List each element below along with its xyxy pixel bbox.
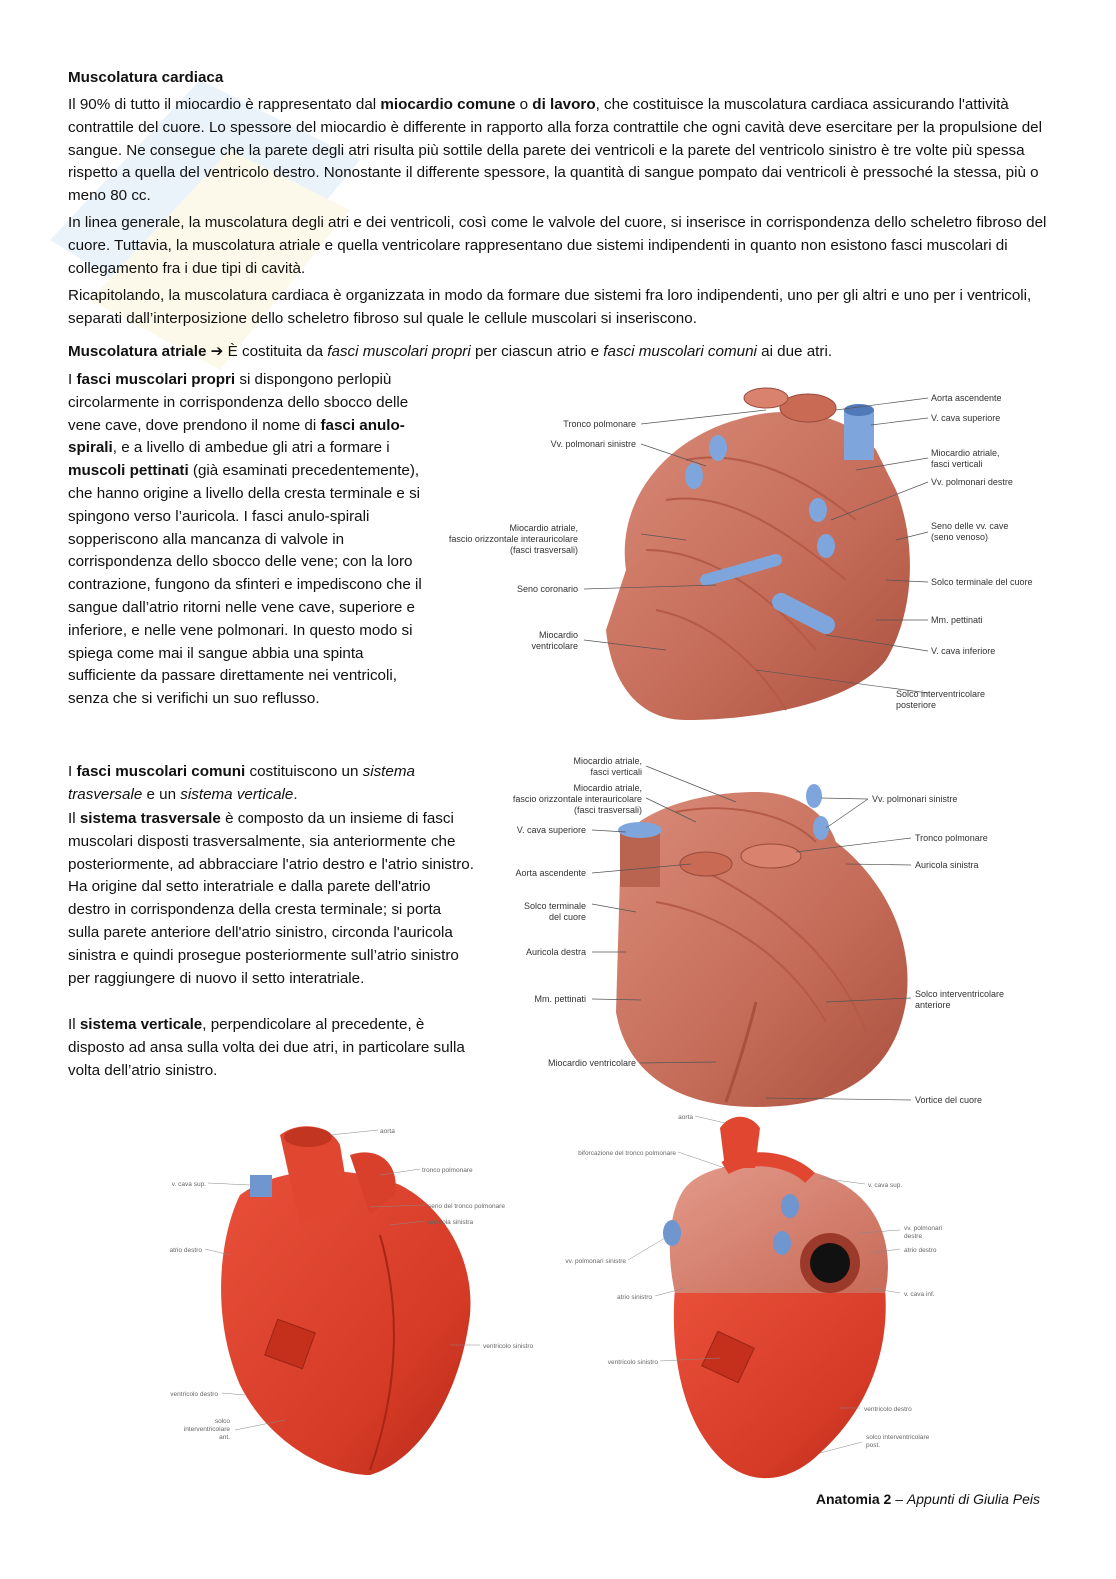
label-posteriore: posteriore — [896, 700, 937, 710]
label-seno-coronario: Seno coronario — [516, 584, 578, 594]
paragraph-comuni: I fasci muscolari comuni costituiscono un sistema trasversale e un sistema verticale. — [68, 763, 415, 803]
label-seno-venoso: (seno venoso) — [931, 532, 989, 542]
label-solco-terminale-b: Solco terminale — [523, 901, 586, 911]
label-tronco-polmonare-c: tronco polmonare — [422, 1167, 473, 1174]
label-miocardio-atriale: Miocardio atriale, — [509, 523, 578, 533]
label-ventricolo-sinistro-d: ventricolo sinistro — [607, 1359, 658, 1366]
figure-heart-red-posterior — [550, 1108, 960, 1488]
label-auricola-sinistra-c: auricola sinistra — [428, 1219, 474, 1226]
label-vv-polmonari-d: vv. polmonari — [904, 1225, 943, 1232]
label-mm-pettinati-b: Mm. pettinati — [534, 994, 586, 1004]
label-anteriore: anteriore — [915, 1000, 951, 1010]
label-tronco-polmonare-b: Tronco polmonare — [915, 833, 988, 843]
heart-red-posterior-illustration — [663, 1117, 888, 1478]
label-miocardio-atriale-b: Miocardio atriale, — [573, 783, 642, 793]
label-fasci-verticali: fasci verticali — [931, 459, 983, 469]
label-v-cava-inferiore: V. cava inferiore — [931, 646, 996, 656]
label-auricola-destra: Auricola destra — [525, 947, 586, 957]
label-fascio-orizzontale: fascio orizzontale interauricolare — [448, 534, 578, 544]
label-v-cava-inf-d: v. cava inf. — [904, 1291, 935, 1298]
label-vv-polmonari-destre: Vv. polmonari destre — [931, 477, 1013, 487]
label-v-cava-superiore-b: V. cava superiore — [516, 825, 586, 835]
arrow-right-icon: ➔ — [210, 343, 224, 360]
label-auricola-sinistra: Auricola sinistra — [915, 860, 979, 870]
label-fasci-trasversali-b: (fasci trasversali) — [573, 805, 642, 815]
label-vv-polmonari-sinistre-b: Vv. polmonari sinistre — [872, 794, 958, 804]
heart-red-anterior-illustration — [221, 1126, 470, 1475]
label-miocardio-ventricolare: Miocardio ventricolare — [547, 1058, 636, 1068]
label-miocardio-atriale-a: Miocardio atriale, — [573, 756, 642, 766]
label-atrio-destro-d: atrio destro — [904, 1247, 937, 1254]
label-seno-tronco-c: seno del tronco polmonare — [428, 1203, 505, 1210]
intro-paragraph: Il 90% di tutto il miocardio è rappresentato dal miocardio comune o di lavoro, che costituisce la muscolatura cardiaca assicurando l'attività contrattile del cuore. Lo spessore del miocardio è differente in rapporto alla forza contrattile che ogni cavità deve esercitare per la propulsione del sangue. Ne consegue che la parete degli atri risulta più sottile della parete dei ventricoli e la parete del ventricolo sinistro è tre volte più spessa rispetto a quella del ventricolo destro. Nonostante il differente spessore, la quantità di sangue pompato dai ventricoli è pressoché la stessa, più o meno 80 cc. — [68, 96, 1042, 205]
paragraph-verticale: Il sistema verticale, perpendicolare al precedente, è disposto ad ansa sulla volta dei due atri, in particolare sulla volta dell’atrio sinistro. — [68, 1016, 465, 1079]
label-fascio-orizzontale-b: fascio orizzontale interauricolare — [512, 794, 642, 804]
paragraph-trasversale: Il sistema trasversale è composto da un insieme di fasci muscolari disposti trasversalmente, sia anteriormente che posteriormente, ad abbracciare l'atrio destro e l'atrio sinistro. Ha origine dal setto interatriale e dalla parete dell'atrio destro in corrispondenza della cresta terminale; si porta sulla parete anteriore dell'atrio sinistro, circonda l'auricola sinistra e quindi prosegue posteriormente sull’atrio sinistro per raggiungere di nuovo il setto interatriale. — [68, 810, 474, 987]
figure-heart-anterior — [496, 752, 1046, 1112]
label-vortice-del-cuore: Vortice del cuore — [915, 1095, 983, 1105]
label-miocardio-atriale-r: Miocardio atriale, — [931, 448, 1000, 458]
label-solco-interventricolare-b: Solco interventricolare — [915, 989, 1005, 999]
paragraph-summary: Ricapitolando, la muscolatura cardiaca è organizzata in modo da formare due sistemi fra loro indipendenti, uno per gli altri e uno per i ventricoli, separati dall’interposizione dello scheletro fibroso sul quale le cellule muscolari si inseriscono. — [68, 287, 1032, 327]
label-aorta-c: aorta — [380, 1128, 395, 1135]
page-footer: Anatomia 2 – Appunti di Giulia Peis — [815, 1491, 1040, 1507]
label-ventricolare: ventricolare — [531, 641, 578, 651]
label-interventricolare-c: interventricolare — [183, 1426, 230, 1433]
label-vv-polmonari-sinistre-d: vv. polmonari sinistre — [565, 1258, 626, 1265]
label-biforcazione-d: biforcazione del tronco polmonare — [578, 1150, 676, 1157]
figure-heart-posterior — [436, 380, 1056, 725]
label-post-d: post. — [866, 1442, 881, 1449]
label-aorta-ascendente: Aorta ascendente — [931, 393, 1002, 403]
label-ventricolo-destro-c: ventricolo destro — [170, 1391, 218, 1398]
atrial-subtitle: Muscolatura atriale ➔ È costituita da fasci muscolari propri per ciascun atrio e fasci muscolari comuni ai due atri. — [68, 343, 833, 360]
label-ventricolo-sinistro-c: ventricolo sinistro — [483, 1343, 534, 1350]
section-title: Muscolatura cardiaca — [68, 69, 224, 86]
label-solco-interventricolare: Solco interventricolare — [896, 689, 986, 699]
label-seno-vv-cave: Seno delle vv. cave — [931, 521, 1009, 531]
label-atrio-destro-c: atrio destro — [169, 1247, 202, 1254]
label-vv-polmonari-sinistre: Vv. polmonari sinistre — [550, 439, 636, 449]
label-aorta-ascendente-b: Aorta ascendente — [515, 868, 586, 878]
heart-anterior-illustration — [616, 784, 908, 1107]
label-fasci-trasversali: (fasci trasversali) — [509, 545, 578, 555]
paragraph-insertion: In linea generale, la muscolatura degli atri e dei ventricoli, così come le valvole del cuore, si inserisce in corrispondenza dello scheletro fibroso del cuore. Tuttavia, la muscolatura atriale e quella ventricolare rappresentano due sistemi indipendenti in quanto non esistono fasci muscolari di collegamento fra i due tipi di cavità. — [68, 214, 1047, 277]
label-aorta-d: aorta — [678, 1114, 693, 1121]
label-tronco-polmonare: Tronco polmonare — [563, 419, 636, 429]
label-del-cuore-b: del cuore — [548, 912, 586, 922]
label-atrio-sinistro-d: atrio sinistro — [616, 1294, 652, 1301]
label-solco-terminale: Solco terminale del cuore — [931, 577, 1033, 587]
label-v-cava-sup-d: v. cava sup. — [868, 1182, 903, 1189]
label-mm-pettinati: Mm. pettinati — [931, 615, 983, 625]
label-solco-c: solco — [214, 1418, 230, 1425]
label-v-cava-sup-c: v. cava sup. — [171, 1181, 206, 1188]
label-ventricolo-destro-d: ventricolo destro — [864, 1406, 912, 1413]
label-v-cava-superiore: V. cava superiore — [931, 413, 1001, 423]
label-fasci-verticali-a: fasci verticali — [590, 767, 642, 777]
label-solco-interventricolare-d: solco interventricolare — [866, 1434, 930, 1441]
label-destre-d: destre — [904, 1233, 923, 1240]
paragraph-propri: I fasci muscolari propri si dispongono perlopiù circolarmente in corrispondenza dello sbocco delle vene cave, dove prendono il nome di fasci anulo-spirali, e a livello di ambedue gli atri a formare i muscoli pettinati (già esaminati precedentemente), che hanno origine a livello della cresta terminale e si spingono verso l’auricola. I fasci anulo-spirali sopperiscono alla mancanza di valvole in corrispondenza dello sbocco delle vene; con la loro contrazione, fungono da sfinteri e impediscono che il sangue dall’atrio ritorni nelle vene cave, superiore e inferiore, e nelle vene polmonari. In questo modo si spiega come mai il sangue abbia una spinta sufficiente da passare direttamente nei ventricoli, senza che si verifichi un suo reflusso. — [68, 371, 422, 708]
label-ant-c: ant. — [219, 1434, 230, 1441]
label-miocardio: Miocardio — [538, 630, 578, 640]
figure-heart-red-anterior — [150, 1115, 550, 1480]
